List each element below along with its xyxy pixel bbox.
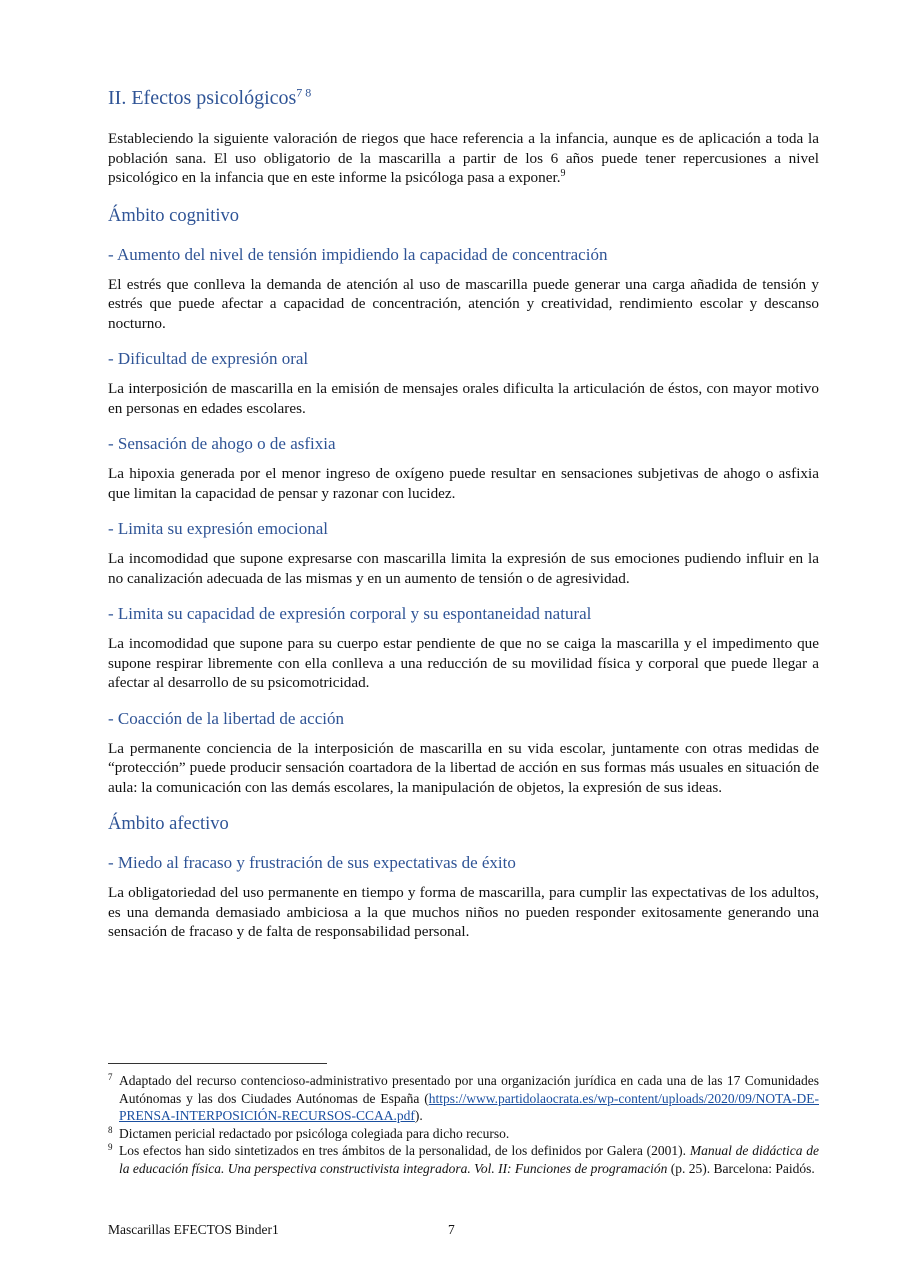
- footnote-7: [108, 1072, 819, 1125]
- intro-paragraph: [108, 129, 819, 188]
- footnote-9: [108, 1142, 819, 1177]
- footnote-number: 8: [108, 1124, 113, 1135]
- item-text: La incomodidad que supone para su cuerpo estar pendiente de que no se caiga la mascarilla y el impedimento que supone respirar libremente con ella conlleva a una reducción de su movilidad física y corporal que puede llegar a afectar al desarrollo de su psicomotricidad.: [108, 635, 819, 691]
- item-text: La incomodidad que supone expresarse con mascarilla limita la expresión de sus emociones pudiendo influir en la no canalización adecuada de las mismas y en un aumento de tensión o de agresividad.: [108, 550, 819, 587]
- item-text: La interposición de mascarilla en la emisión de mensajes orales dificulta la articulación de éstos, con mayor motivo en personas en edades escolares.: [108, 380, 819, 417]
- footnote-text: Dictamen pericial redactado por psicóloga colegiada para dicho recurso.: [119, 1125, 510, 1141]
- item-expresion-oral: [108, 348, 819, 418]
- footnote-text: Adaptado del recurso contencioso-administrativo presentado por una organización jurídica en cada una de las 17 Comunidades Autónomas y las dos Ciudades Autónomas de España (: [119, 1073, 819, 1106]
- document-body: [108, 84, 819, 957]
- footnote-text-after: (p. 25). Barcelona: Paidós.: [667, 1160, 815, 1176]
- item-text: La hipoxia generada por el menor ingreso de oxígeno puede resultar en sensaciones subjetivas de ahogo o asfixia que limitan la capacidad de pensar y razonar con lucidez.: [108, 465, 819, 502]
- footnote-link[interactable]: https://www.partidolaocrata.es/wp-content/uploads/2020/09/NOTA-DE-PRENSA-INTERPOSICIÓN-RECURSOS-CCAA.pdf: [119, 1090, 819, 1123]
- item-heading: - Dificultad de expresión oral: [108, 349, 309, 368]
- item-heading: - Sensación de ahogo o de asfixia: [108, 434, 336, 453]
- item-coaccion: [108, 708, 819, 798]
- section-title: [108, 84, 819, 112]
- item-miedo-fracaso: [108, 852, 819, 942]
- item-heading: - Coacción de la libertad de acción: [108, 708, 344, 728]
- item-heading: - Miedo al fracaso y frustración de sus expectativas de éxito: [108, 853, 516, 872]
- item-tension: [108, 244, 819, 334]
- footnote-8: [108, 1125, 819, 1143]
- intro-text: Estableciendo la siguiente valoración de riegos que hace referencia a la infancia, aunque es de aplicación a toda la población sana. El uso obligatorio de la mascarilla a partir de los 6 años puede tener repercusiones a nivel psicológico en la infancia que en este informe la psicóloga pasa a exponer.: [108, 130, 819, 186]
- item-heading: - Aumento del nivel de tensión impidiendo la capacidad de concentración: [108, 244, 608, 264]
- footnote-number: 9: [108, 1142, 113, 1152]
- item-heading: - Limita su expresión emocional: [108, 519, 328, 538]
- page-number: 7: [448, 1222, 455, 1237]
- item-ahogo: [108, 433, 819, 503]
- footnote-book-title: Manual de didáctica de la educación física. Una perspectiva constructivista integradora. Vol. II: Funciones de programación: [119, 1143, 820, 1176]
- footnote-text-after: ).: [414, 1108, 423, 1123]
- footnote-separator: [108, 1063, 327, 1064]
- footnotes: [108, 1072, 819, 1177]
- item-heading: - Limita su capacidad de expresión corporal y su espontaneidad natural: [108, 604, 592, 623]
- item-text: La obligatoriedad del uso permanente en tiempo y forma de mascarilla, para cumplir las expectativas de los adultos, es una demanda demasiado ambiciosa a la que muchos niños no pueden responder exitosamente generando una sensación de fracaso y de falta de responsabilidad personal.: [108, 884, 819, 940]
- intro-footnote-ref: 9: [560, 167, 566, 179]
- footnote-text: Los efectos han sido sintetizados en tres ámbitos de la personalidad, de los definidos por Galera (2001).: [119, 1143, 690, 1158]
- item-expresion-corporal: [108, 603, 819, 693]
- section-title-footnote-refs: 7 8: [296, 85, 312, 100]
- footnote-number: 7: [108, 1072, 113, 1082]
- item-text: La permanente conciencia de la interposición de mascarilla en su vida escolar, juntamente con otras medidas de “protección” puede producir sensación coartadora de la libertad de acción en sus formas más usuales en situación de aula: la comunicación con las demás escolares, la manipulación de objetos, la expresión de sus ideas.: [108, 739, 819, 796]
- subsection-title-afectivo: Ámbito afectivo: [108, 814, 229, 834]
- item-expresion-emocional: [108, 518, 819, 588]
- item-text: El estrés que conlleva la demanda de atención al uso de mascarilla puede generar una carga añadida de tensión y estrés que puede afectar a capacidad de concentración, atención y creatividad, rendimiento escolar y descanso nocturno.: [108, 275, 819, 332]
- footer-document-name: Mascarillas EFECTOS Binder1: [108, 1222, 279, 1237]
- section-title-text: II. Efectos psicológicos: [108, 87, 297, 109]
- subsection-title-cognitivo: Ámbito cognitivo: [108, 205, 240, 226]
